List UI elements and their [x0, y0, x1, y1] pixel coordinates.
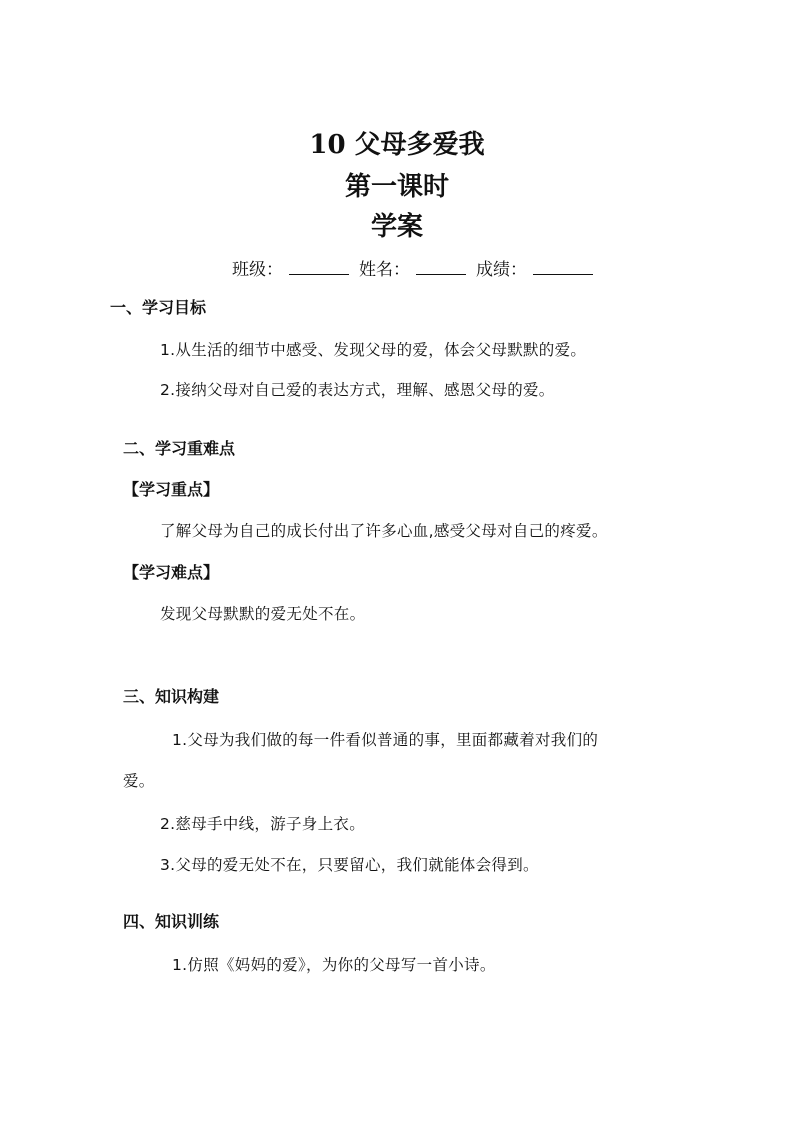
key-point-label: 【学习重点】 — [123, 480, 220, 499]
name-blank[interactable] — [416, 258, 466, 275]
goal-item: 2.接纳父母对自己爱的表达方式，理解、感恩父母的爱。 — [160, 381, 555, 399]
name-label: 姓名： — [359, 260, 410, 280]
section-heading-practice: 四、知识训练 — [123, 912, 220, 931]
knowledge-item: 1.父母为我们做的每一件看似普通的事，里面都藏着对我们的 — [172, 731, 599, 749]
knowledge-item: 2.慈母手中线，游子身上衣。 — [160, 815, 365, 833]
practice-item: 1.仿照《妈妈的爱》，为你的父母写一首小诗。 — [172, 956, 496, 974]
document-title: 10 父母多爱我 — [309, 130, 485, 160]
score-label: 成绩： — [476, 260, 527, 280]
section-heading-goals: 一、学习目标 — [110, 298, 207, 317]
section-heading-knowledge: 三、知识构建 — [123, 687, 220, 706]
section-heading-key-points: 二、学习重难点 — [123, 439, 236, 458]
difficult-point-label: 【学习难点】 — [123, 563, 220, 582]
class-blank[interactable] — [289, 258, 349, 275]
knowledge-item-continuation: 爱。 — [123, 772, 155, 790]
document-type: 学案 — [370, 212, 423, 242]
goal-item: 1.从生活的细节中感受、发现父母的爱，体会父母默默的爱。 — [160, 341, 587, 359]
class-label: 班级： — [232, 260, 283, 280]
difficult-point-text: 发现父母默默的爱无处不在。 — [160, 605, 366, 623]
student-info-row — [232, 258, 603, 281]
key-point-text: 了解父母为自己的成长付出了许多心血,感受父母对自己的疼爱。 — [160, 522, 608, 540]
lesson-subtitle: 第一课时 — [344, 172, 449, 202]
knowledge-item: 3.父母的爱无处不在，只要留心，我们就能体会得到。 — [160, 856, 539, 874]
score-blank[interactable] — [533, 258, 593, 275]
